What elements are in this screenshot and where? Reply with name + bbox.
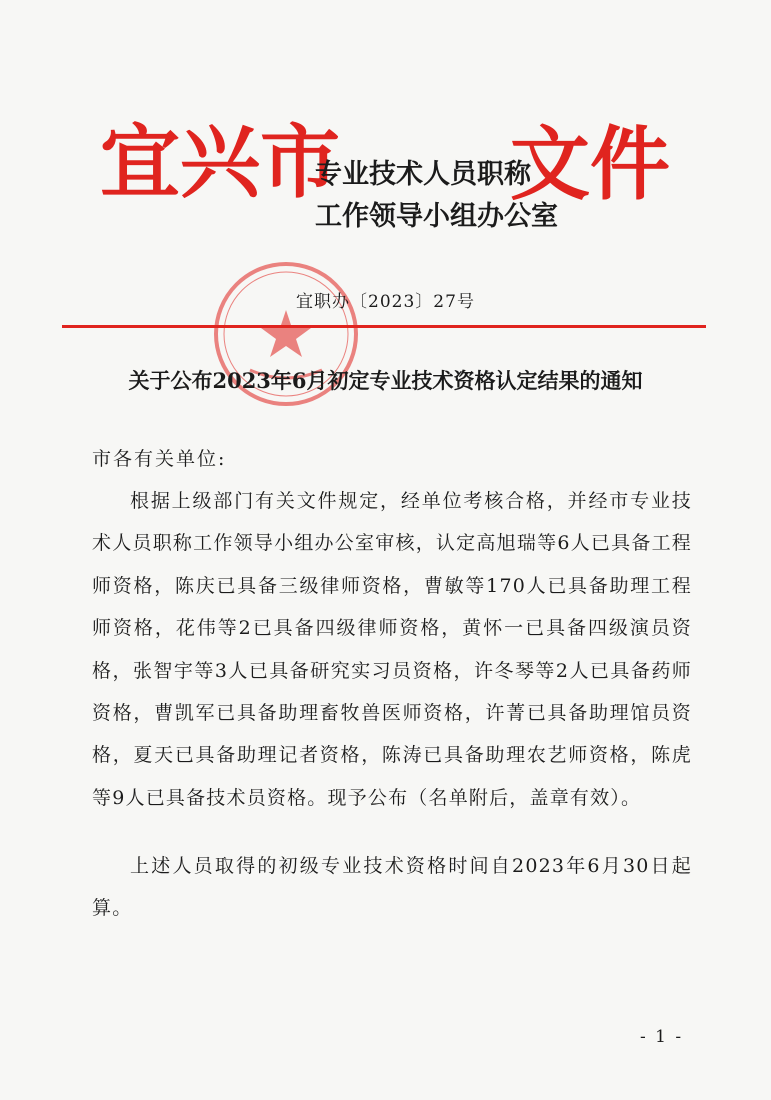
body-paragraph-1: 根据上级部门有关文件规定，经单位考核合格，并经市专业技术人员职称工作领导小组办公室审核，认定高旭瑞等6人已具备工程师资格，陈庆已具备三级律师资格，曹敏等170人已具备助理工程师资格，花伟等2已具备四级律师资格，黄怀一已具备四级演员资格，张智宇等3人已具备研究实习员资格，许冬琴等2人已具备药师资格，曹凯军已具备助理畜牧兽医师资格，许菁已具备助理馆员资格，夏天已具备助理记者资格，陈涛已具备助理农艺师资格，陈虎等9人已具备技术员资格。现予公布（名单附后，盖章有效）。: [92, 490, 692, 809]
salutation: 市各有关单位:: [92, 448, 227, 470]
header-doc-type: 文件: [510, 117, 670, 211]
page-number: - 1 -: [640, 1027, 684, 1047]
header-divider: [62, 325, 706, 328]
header-office-line-2: 工作领导小组办公室: [315, 201, 558, 232]
body-paragraph-2: 上述人员取得的初级专业技术资格时间自2023年6月30日起算。: [92, 855, 692, 920]
header-city: 宜兴市: [100, 115, 340, 209]
header-office-line-1: 专业技术人员职称: [315, 159, 531, 190]
document-title: 关于公布2023年6月初定专业技术资格认定结果的通知: [128, 368, 643, 393]
document-number: 宜职办〔2023〕27号: [296, 292, 475, 312]
